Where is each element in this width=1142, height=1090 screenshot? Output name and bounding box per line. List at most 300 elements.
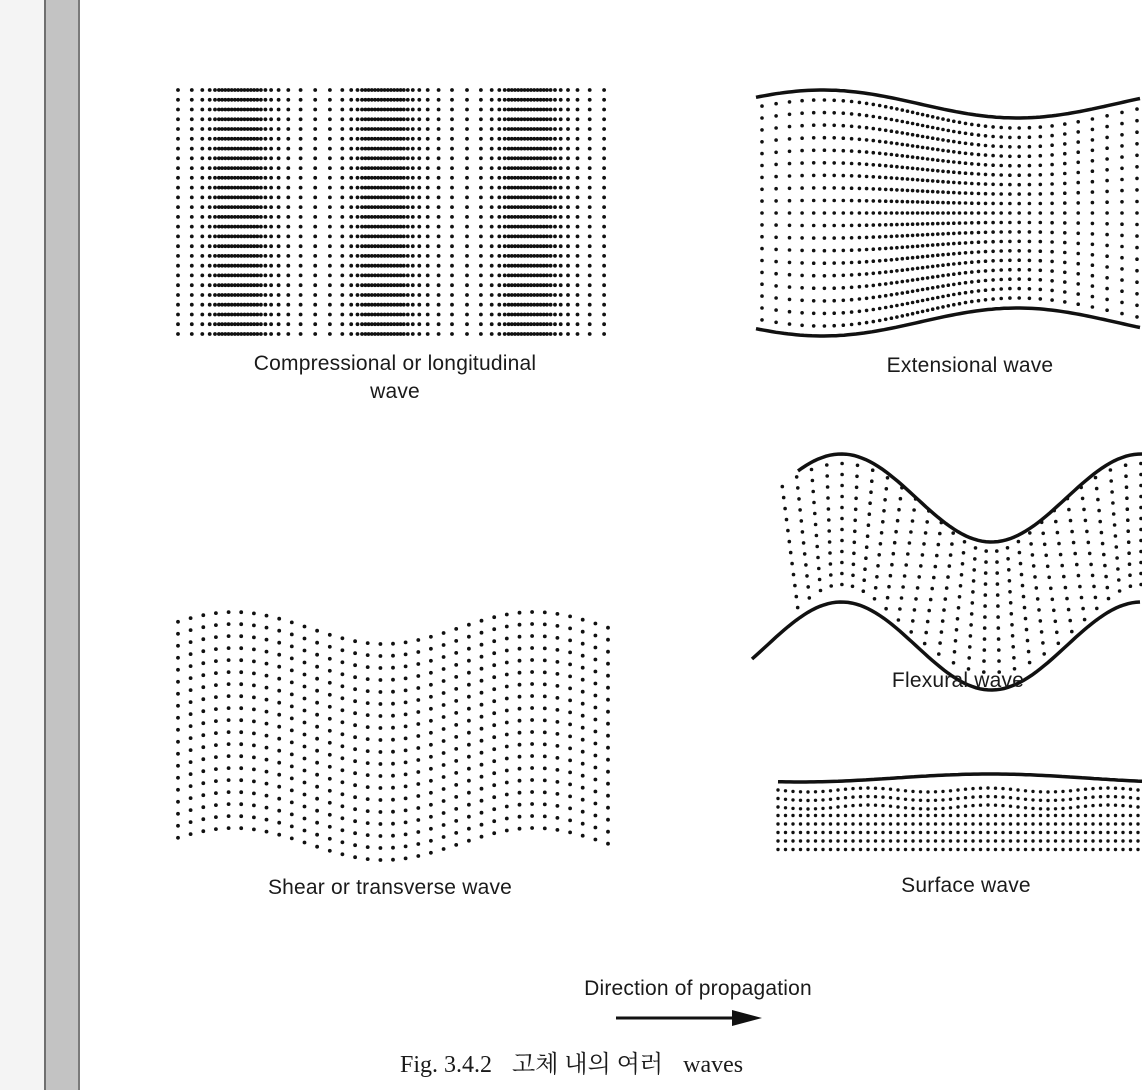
shear-dot: [290, 705, 294, 709]
flexural-dot: [815, 534, 819, 538]
compressional-dot: [349, 196, 353, 200]
compressional-dot: [549, 166, 553, 170]
extensional-dot: [991, 192, 995, 196]
surface-dot: [806, 831, 809, 834]
surface-dot: [941, 831, 944, 834]
compressional-dot: [277, 264, 281, 268]
compressional-dot: [406, 166, 410, 170]
extensional-dot: [999, 126, 1003, 130]
surface-dot: [829, 831, 832, 834]
extensional-dot: [774, 211, 778, 215]
extensional-dot: [1120, 144, 1124, 148]
shear-dot: [556, 612, 560, 616]
shear-dot: [277, 689, 281, 693]
extensional-dot: [931, 179, 935, 183]
shear-dot: [492, 771, 496, 775]
surface-dot: [784, 814, 787, 817]
compressional-dot: [264, 166, 268, 170]
extensional-dot: [890, 176, 894, 180]
compressional-dot: [450, 274, 454, 278]
extensional-dot: [1120, 133, 1124, 137]
shear-dot: [568, 639, 572, 643]
extensional-dot: [895, 304, 899, 308]
shear-dot: [429, 743, 433, 747]
shear-dot: [353, 699, 357, 703]
compressional-dot: [360, 98, 364, 102]
extensional-dot: [970, 300, 974, 304]
compressional-dot: [208, 127, 212, 131]
compressional-dot: [479, 176, 483, 180]
extensional-dot: [911, 178, 915, 182]
extensional-dot: [1135, 177, 1139, 181]
shear-dot: [492, 711, 496, 715]
extensional-dot: [890, 281, 894, 285]
extensional-dot: [1050, 134, 1054, 138]
shear-dot: [556, 828, 560, 832]
compressional-dot: [286, 274, 290, 278]
extensional-dot: [1028, 278, 1032, 282]
surface-dot: [949, 848, 952, 851]
compressional-dot: [602, 205, 606, 209]
surface-dot: [1084, 788, 1087, 791]
compressional-dot: [588, 156, 592, 160]
extensional-dot: [947, 253, 951, 257]
compressional-dot: [559, 332, 563, 336]
extensional-dot: [1050, 231, 1054, 235]
surface-dot: [1121, 839, 1124, 842]
surface-dot: [1099, 814, 1102, 817]
surface-dot: [776, 822, 779, 825]
shear-wave-label: Shear or transverse wave: [267, 876, 513, 899]
document-page: [80, 0, 1142, 1090]
extensional-dot: [890, 316, 894, 320]
shear-dot: [404, 713, 408, 717]
surface-dot: [1039, 831, 1042, 834]
compressional-dot: [553, 88, 557, 92]
extensional-dot: [823, 261, 827, 265]
compressional-dot: [426, 156, 430, 160]
shear-dot: [467, 755, 471, 759]
surface-dot: [844, 831, 847, 834]
flexural-dot: [818, 578, 822, 582]
compressional-dot: [264, 264, 268, 268]
extensional-dot: [812, 199, 816, 203]
extensional-dot: [916, 278, 920, 282]
compressional-dot: [360, 108, 364, 112]
compressional-dot: [602, 117, 606, 121]
extensional-dot: [984, 134, 988, 138]
surface-dot: [1069, 798, 1072, 801]
shear-dot: [581, 774, 585, 778]
compressional-dot: [269, 137, 273, 141]
compressional-dot: [497, 313, 501, 317]
compressional-dot: [190, 186, 194, 190]
compressional-dot: [277, 235, 281, 239]
extensional-dot: [958, 131, 962, 135]
surface-dot: [1069, 848, 1072, 851]
compressional-dot: [255, 127, 259, 131]
shear-dot: [201, 709, 205, 713]
flexural-dot: [1007, 568, 1011, 572]
compressional-dot: [576, 322, 580, 326]
compressional-dot: [566, 166, 570, 170]
shear-dot: [416, 758, 420, 762]
compressional-dot: [259, 332, 263, 336]
compressional-dot: [602, 244, 606, 248]
compressional-dot: [286, 322, 290, 326]
surface-dot: [941, 798, 944, 801]
flexural-dot: [909, 530, 913, 534]
extensional-dot: [895, 246, 899, 250]
compressional-dot: [437, 264, 441, 268]
extensional-dot: [850, 298, 854, 302]
shear-dot: [227, 622, 231, 626]
extensional-dot: [999, 154, 1003, 158]
flexural-dot: [942, 608, 946, 612]
shear-dot: [416, 770, 420, 774]
surface-dot: [994, 804, 997, 807]
extensional-dot: [800, 174, 804, 178]
surface-dot: [979, 831, 982, 834]
compressional-dot: [490, 166, 494, 170]
surface-dot: [956, 814, 959, 817]
shear-dot: [480, 703, 484, 707]
compressional-dot: [566, 293, 570, 297]
shear-dot: [404, 797, 408, 801]
extensional-dot: [788, 310, 792, 314]
viewer-scroll-gutter[interactable]: [46, 0, 80, 1090]
compressional-dot: [545, 235, 549, 239]
shear-dot: [265, 746, 269, 750]
shear-dot: [239, 646, 243, 650]
surface-dot: [821, 831, 824, 834]
compressional-dot: [465, 264, 469, 268]
extensional-dot: [926, 265, 930, 269]
compressional-dot: [356, 322, 360, 326]
extensional-dot: [941, 128, 945, 132]
compressional-dot: [269, 235, 273, 239]
surface-dot: [1016, 831, 1019, 834]
flexural-dot: [1020, 573, 1024, 577]
shear-dot: [606, 638, 610, 642]
compressional-dot: [479, 186, 483, 190]
extensional-dot: [832, 261, 836, 265]
compressional-dot: [176, 117, 180, 121]
compressional-dot: [465, 205, 469, 209]
extensional-dot: [760, 294, 764, 298]
compressional-dot: [559, 176, 563, 180]
flexural-dot: [904, 563, 908, 567]
extensional-dot: [947, 222, 951, 226]
shear-dot: [315, 809, 319, 813]
compressional-dot: [286, 283, 290, 287]
flexural-dot: [868, 501, 872, 505]
flexural-dot: [906, 552, 910, 556]
shear-dot: [239, 790, 243, 794]
extensional-dot: [984, 211, 988, 215]
extensional-dot: [842, 311, 846, 315]
shear-dot: [594, 694, 598, 698]
compressional-dot: [559, 322, 563, 326]
extensional-dot: [884, 235, 888, 239]
extensional-dot: [1091, 180, 1095, 184]
compressional-dot: [213, 156, 217, 160]
extensional-dot: [964, 152, 968, 156]
surface-dot: [829, 789, 832, 792]
compressional-dot: [286, 244, 290, 248]
compressional-dot: [426, 274, 430, 278]
compressional-dot: [559, 303, 563, 307]
surface-dot: [1031, 814, 1034, 817]
shear-dot: [442, 631, 446, 635]
extensional-dot: [999, 278, 1003, 282]
extensional-dot: [1135, 211, 1139, 215]
flexural-dot: [884, 607, 888, 611]
extensional-dot: [977, 279, 981, 283]
surface-dot: [941, 839, 944, 842]
surface-dot: [1136, 831, 1139, 834]
extensional-dot: [936, 190, 940, 194]
shear-dot: [366, 761, 370, 765]
extensional-dot: [1135, 130, 1139, 134]
compressional-dot: [437, 244, 441, 248]
compressional-dot: [553, 254, 557, 258]
flexural-dot: [1087, 541, 1091, 545]
compressional-dot: [602, 147, 606, 151]
surface-dot: [1114, 822, 1117, 825]
compressional-dot: [602, 225, 606, 229]
shear-dot: [252, 756, 256, 760]
flexural-dot: [983, 604, 987, 608]
flexural-dot: [996, 582, 1000, 586]
extensional-dot: [921, 277, 925, 281]
surface-dot: [1084, 839, 1087, 842]
compressional-dot: [269, 225, 273, 229]
extensional-dot: [991, 135, 995, 139]
extensional-dot: [931, 265, 935, 269]
compressional-dot: [190, 235, 194, 239]
surface-dot: [814, 822, 817, 825]
extensional-dot: [850, 310, 854, 314]
extensional-dot: [1008, 277, 1012, 281]
compressional-dot: [313, 313, 317, 317]
extensional-dot: [936, 116, 940, 120]
shear-dot: [416, 818, 420, 822]
compressional-dot: [213, 235, 217, 239]
compressional-dot: [213, 303, 217, 307]
surface-dot: [1031, 839, 1034, 842]
surface-dot: [1069, 831, 1072, 834]
shear-dot: [442, 823, 446, 827]
compressional-dot: [588, 235, 592, 239]
compressional-dot: [360, 137, 364, 141]
flexural-dot: [1080, 596, 1084, 600]
compressional-dot: [411, 322, 415, 326]
flexural-dot: [938, 532, 942, 536]
shear-dot: [277, 725, 281, 729]
shear-dot: [265, 710, 269, 714]
surface-dot: [1099, 804, 1102, 807]
compressional-dot: [277, 332, 281, 336]
shear-dot: [568, 663, 572, 667]
compressional-dot: [213, 127, 217, 131]
surface-dot: [776, 839, 779, 842]
shear-dot: [568, 831, 572, 835]
shear-dot: [227, 766, 231, 770]
extensional-dot: [926, 276, 930, 280]
shear-dot: [442, 703, 446, 707]
surface-dot: [1009, 822, 1012, 825]
extensional-dot: [916, 167, 920, 171]
compressional-dot: [356, 254, 360, 258]
extensional-dot: [906, 200, 910, 204]
compressional-dot: [503, 127, 507, 131]
surface-dot: [1076, 839, 1079, 842]
extensional-dot: [812, 136, 816, 140]
surface-dot: [911, 822, 914, 825]
extensional-dot: [952, 170, 956, 174]
extensional-dot: [1008, 268, 1012, 272]
shear-dot: [201, 805, 205, 809]
extensional-dot: [858, 101, 862, 105]
flexural-dot: [1069, 519, 1073, 523]
shear-dot: [328, 801, 332, 805]
shear-dot: [391, 810, 395, 814]
flexural-dot: [788, 540, 792, 544]
extensional-dot: [788, 322, 792, 326]
extensional-dot: [936, 137, 940, 141]
extensional-dot: [1028, 145, 1032, 149]
extensional-dot: [921, 189, 925, 193]
shear-dot: [189, 700, 193, 704]
compressional-dot: [277, 322, 281, 326]
flexural-dot: [825, 463, 829, 467]
shear-dot: [518, 695, 522, 699]
extensional-dot: [1076, 120, 1080, 124]
compressional-dot: [553, 244, 557, 248]
shear-dot: [214, 779, 218, 783]
compressional-dot: [588, 147, 592, 151]
shear-dot: [505, 757, 509, 761]
compressional-dot: [200, 322, 204, 326]
shear-dot: [379, 834, 383, 838]
shear-dot: [252, 804, 256, 808]
shear-dot: [530, 646, 534, 650]
flexural-dot: [1040, 521, 1044, 525]
extensional-dot: [858, 322, 862, 326]
shear-dot: [594, 670, 598, 674]
extensional-dot: [1063, 300, 1067, 304]
surface-dot: [836, 822, 839, 825]
shear-dot: [594, 682, 598, 686]
compressional-dot: [549, 98, 553, 102]
shear-dot: [341, 660, 345, 664]
compressional-dot: [313, 137, 317, 141]
extensional-dot: [947, 201, 951, 205]
flexural-dot: [1021, 584, 1025, 588]
compressional-dot: [269, 108, 273, 112]
shear-dot: [416, 710, 420, 714]
extensional-dot: [760, 211, 764, 215]
shear-dot: [404, 749, 408, 753]
extensional-dot: [1120, 301, 1124, 305]
extensional-dot: [890, 118, 894, 122]
extensional-dot: [878, 295, 882, 299]
extensional-dot: [1039, 269, 1043, 273]
compressional-dot: [545, 186, 549, 190]
extensional-dot: [970, 192, 974, 196]
compressional-dot: [553, 137, 557, 141]
compressional-dot: [549, 196, 553, 200]
extensional-dot: [1050, 182, 1054, 186]
surface-dot: [934, 814, 937, 817]
extensional-dot: [1039, 240, 1043, 244]
shear-dot: [391, 666, 395, 670]
shear-dot: [341, 756, 345, 760]
shear-wave-dots: [176, 610, 610, 862]
extensional-dot: [800, 149, 804, 153]
compressional-dot: [328, 127, 332, 131]
extensional-dot: [1008, 287, 1012, 291]
shear-dot: [290, 753, 294, 757]
surface-dot: [851, 787, 854, 790]
surface-dot: [1061, 839, 1064, 842]
shear-dot: [315, 629, 319, 633]
extensional-dot: [760, 116, 764, 120]
extensional-dot: [916, 112, 920, 116]
shear-dot: [581, 810, 585, 814]
compressional-dot: [190, 274, 194, 278]
shear-dot: [391, 726, 395, 730]
surface-dot: [911, 798, 914, 801]
extensional-dot: [906, 279, 910, 283]
extensional-dot: [1135, 200, 1139, 204]
compressional-dot: [349, 332, 353, 336]
compressional-dot: [264, 186, 268, 190]
compressional-dot: [426, 254, 430, 258]
compressional-dot: [255, 244, 259, 248]
flexural-dot: [827, 507, 831, 511]
extensional-dot: [977, 192, 981, 196]
compressional-dot: [286, 117, 290, 121]
surface-dot: [919, 831, 922, 834]
shear-dot: [594, 622, 598, 626]
shear-dot: [290, 825, 294, 829]
compressional-dot: [465, 176, 469, 180]
shear-dot: [366, 665, 370, 669]
compressional-dot: [356, 166, 360, 170]
surface-dot: [964, 822, 967, 825]
surface-dot: [1114, 839, 1117, 842]
compressional-dot: [277, 127, 281, 131]
compressional-dot: [479, 98, 483, 102]
extensional-dot: [977, 172, 981, 176]
shear-dot: [505, 673, 509, 677]
extensional-dot: [999, 202, 1003, 206]
shear-dot: [454, 759, 458, 763]
shear-dot: [328, 657, 332, 661]
shear-dot: [214, 767, 218, 771]
shear-dot: [442, 751, 446, 755]
shear-dot: [176, 716, 180, 720]
surface-dot: [1061, 831, 1064, 834]
surface-dot: [799, 839, 802, 842]
shear-dot: [492, 831, 496, 835]
flexural-dot: [814, 523, 818, 527]
compressional-dot: [213, 196, 217, 200]
shear-dot: [543, 659, 547, 663]
extensional-dot: [1039, 249, 1043, 253]
